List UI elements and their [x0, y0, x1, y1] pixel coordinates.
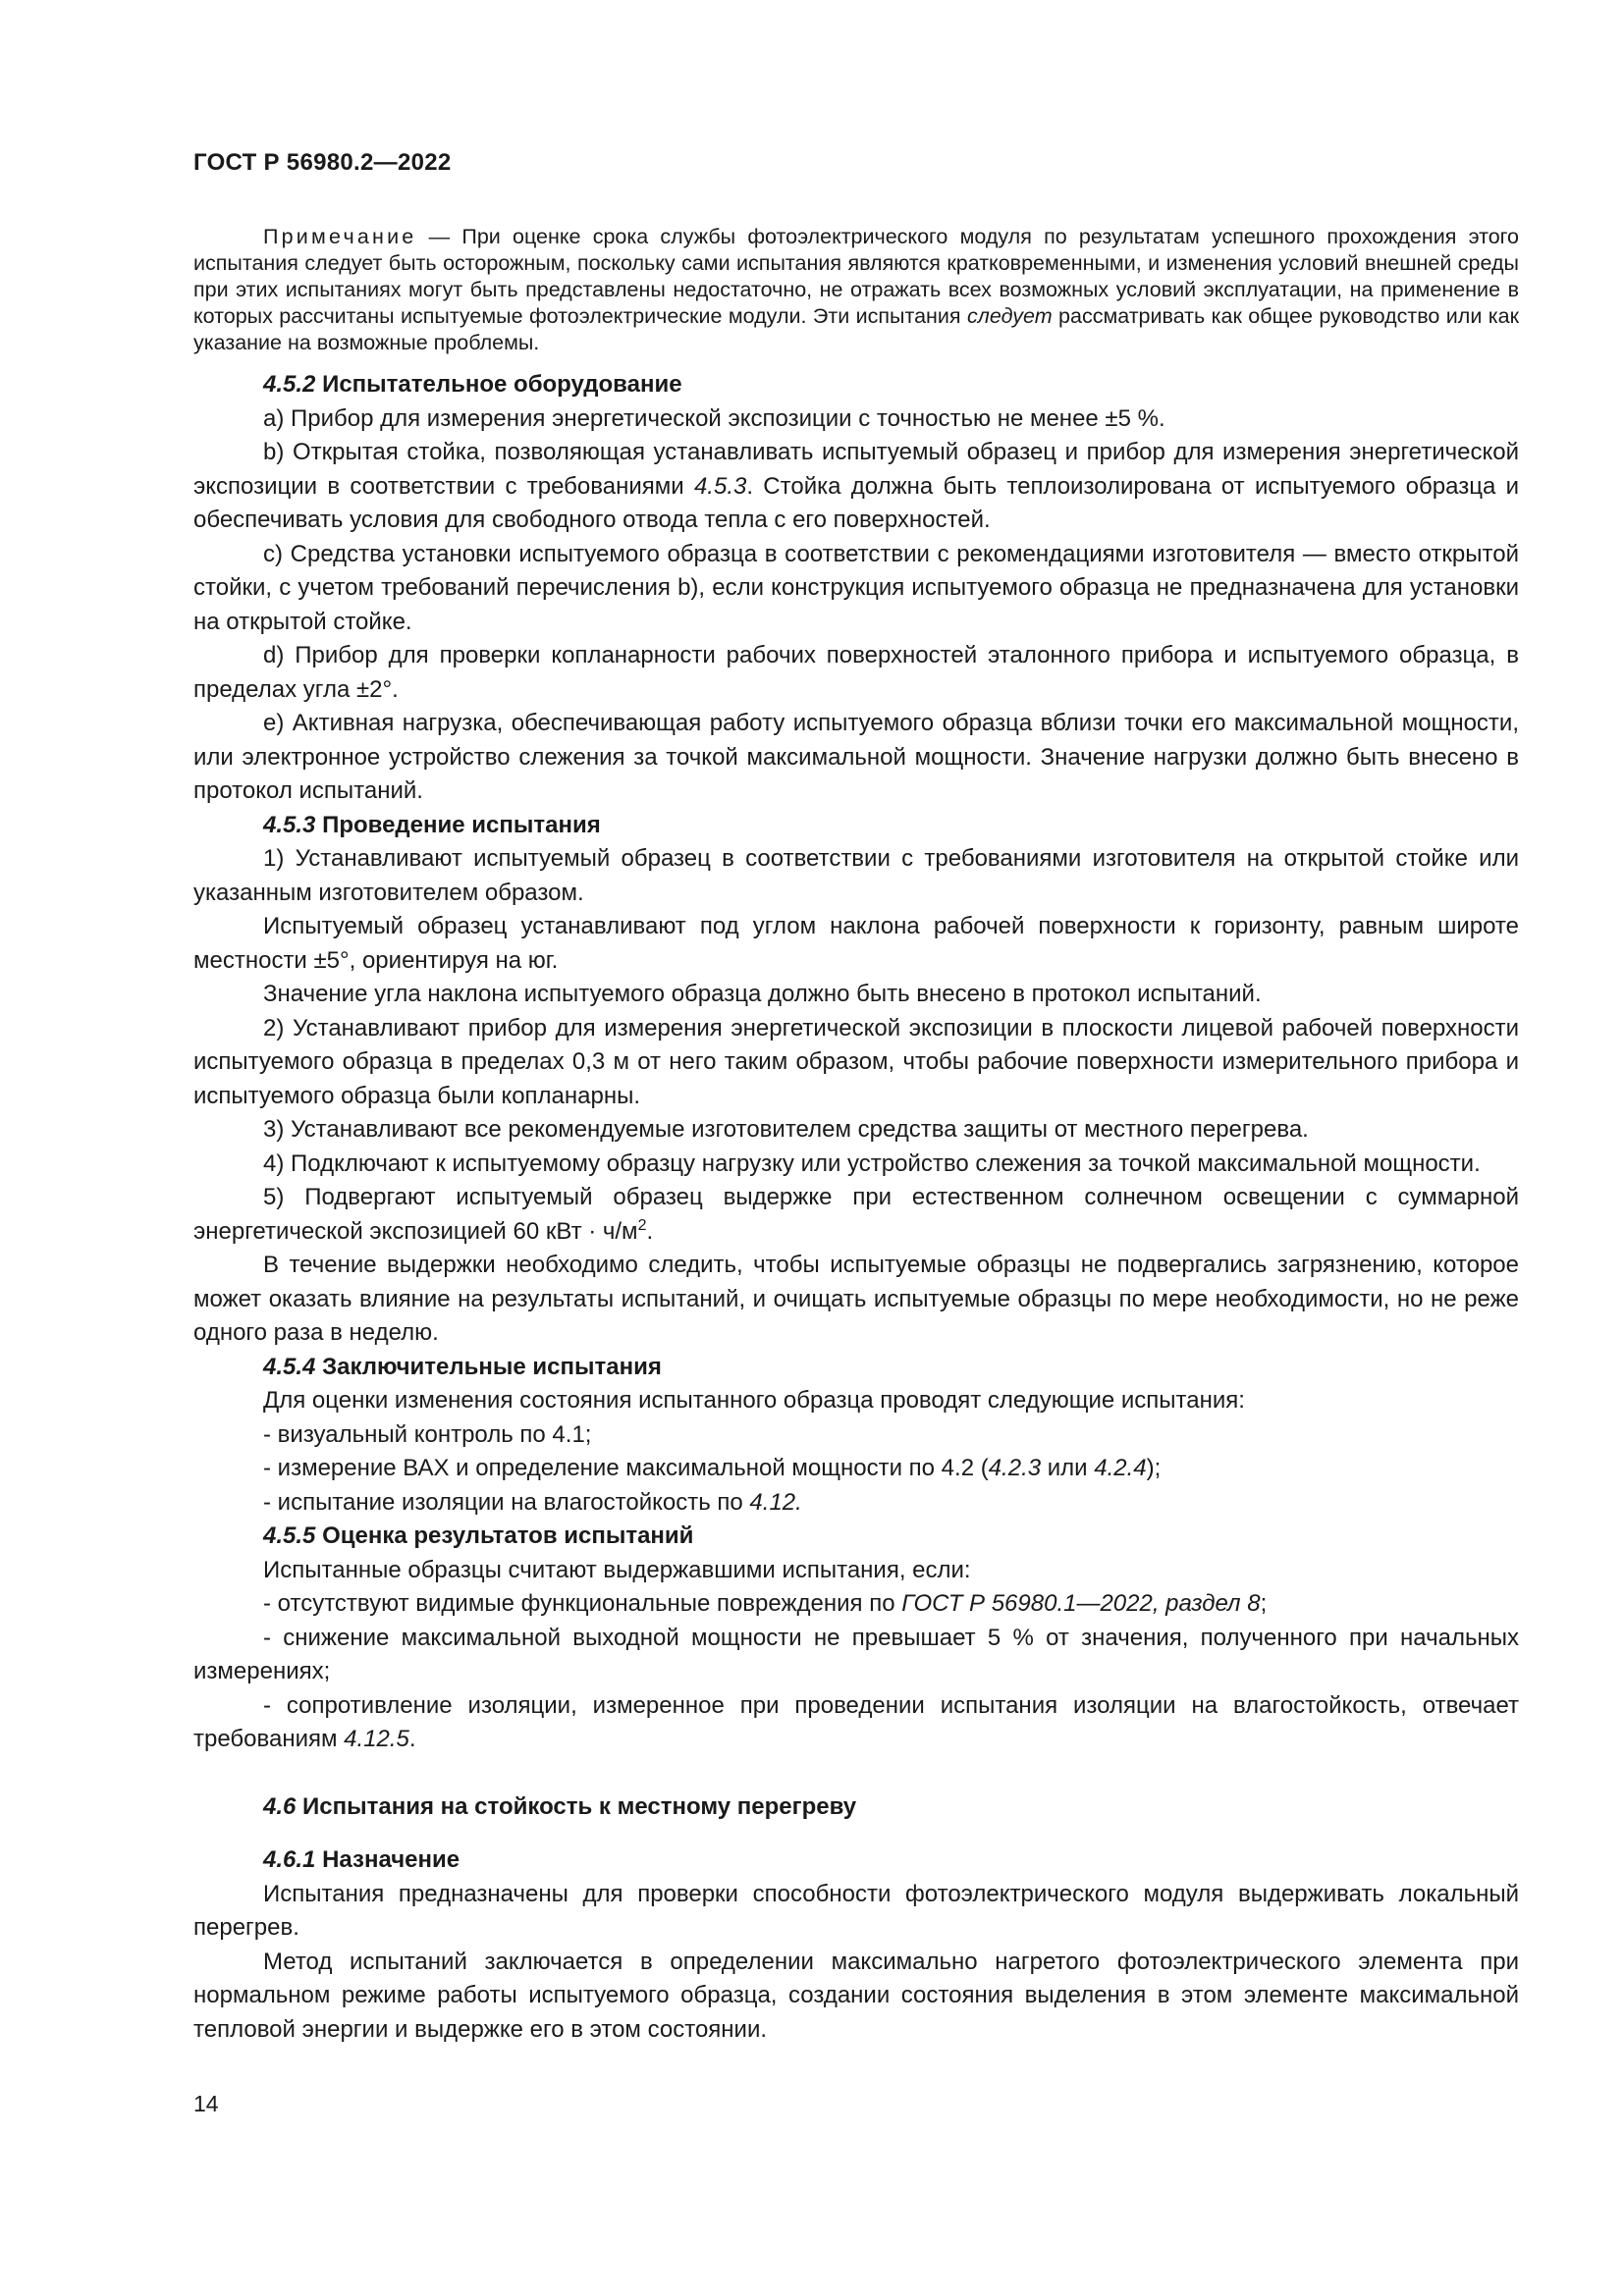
paragraph: Значение угла наклона испытуемого образца должно быть внесено в протокол испытаний. [263, 981, 1262, 1007]
text: 5) Подвергают испытуемый образец выдержке при естественном солнечном освещении с суммарной энергетической экспозицией 60 кВт · ч/м [193, 1184, 1519, 1245]
paragraph: Испытания предназначены для проверки способности фотоэлектрического модуля выдерживать локальный перегрев. [193, 1880, 1519, 1941]
paragraph: 4) Подключают к испытуемому образцу нагрузку или устройство слежения за точкой максимальной мощности. [263, 1149, 1481, 1177]
page-number: 14 [193, 2091, 219, 2116]
note-emphasis: следует [967, 304, 1053, 328]
paragraph: 2) Устанавливают прибор для измерения энергетической экспозиции в плоскости лицевой рабочей поверхности испытуемого образца в пределах 0,3 м от него таким образом, чтобы рабочие поверхности измерительного прибора и испытуемого образца были копланарны. [193, 1014, 1519, 1109]
cross-reference: 4.12.5 [344, 1726, 409, 1752]
section-number: 4.5.2 [263, 371, 316, 398]
paragraph [193, 436, 1519, 538]
section-number: 4.6 [263, 1792, 297, 1820]
section-number: 4.6.1 [263, 1846, 316, 1873]
superscript: 2 [637, 1216, 647, 1234]
note-paragraph [193, 224, 1519, 356]
section-heading-4-5-5 [193, 1520, 1519, 1554]
text: - сопротивление изоляции, измеренное при проведении испытания изоляции на влагостойкость, отвечает требованиям [193, 1691, 1519, 1752]
text: . [408, 1726, 416, 1752]
list-item [193, 1486, 1519, 1521]
list-item: - снижение максимальной выходной мощности не превышает 5 % от значения, полученного при начальных измерениях; [193, 1624, 1519, 1684]
paragraph: 1) Устанавливают испытуемый образец в соответствии с требованиями изготовителя на открытой стойке или указанным изготовителем образом. [193, 845, 1519, 906]
text: . [646, 1217, 654, 1245]
document-header: ГОСТ Р 56980.2—2022 [193, 149, 452, 176]
paragraph: В течение выдержки необходимо следить, чтобы испытуемые образцы не подвергались загрязнению, которое может оказать влияние на результаты испытаний, и очищать испытуемые образцы по мере необходимости, но не реже одного раза в неделю. [193, 1252, 1519, 1346]
section-title: Заключительные испытания [322, 1353, 662, 1380]
text: b) Открытая стойка, позволяющая устанавливать испытуемый образец и прибор для измерения энергетической экспозиции в соответствии с требованиями [193, 439, 1519, 500]
list-item [193, 1452, 1519, 1486]
section-heading-4-5-4 [193, 1351, 1519, 1385]
section-title: Назначение [322, 1846, 460, 1873]
section-heading-4-6 [193, 1790, 1519, 1825]
cross-reference: 4.12. [749, 1488, 802, 1516]
paragraph: Испытуемый образец устанавливают под углом наклона рабочей поверхности к горизонту, равным широте местности ±5°, ориентируя на юг. [193, 913, 1519, 974]
list-item [193, 1587, 1519, 1622]
cross-reference: ГОСТ Р 56980.1—2022, раздел 8 [901, 1590, 1261, 1617]
section-title: Оценка результатов испытаний [322, 1522, 694, 1549]
page-content [193, 224, 1519, 2047]
section-number: 4.5.3 [263, 811, 316, 838]
text: - отсутствуют видимые функциональные повреждения по [263, 1590, 902, 1617]
cross-reference: 4.5.3 [693, 472, 747, 500]
text: ); [1146, 1455, 1162, 1481]
paragraph: d) Прибор для проверки копланарности рабочих поверхностей эталонного прибора и испытуемого образца, в пределах угла ±2°. [193, 642, 1519, 703]
text: или [1041, 1455, 1095, 1481]
text: . Стойка должна быть теплоизолирована от испытуемого образца и обеспечивать условия для свободного отвода тепла с его поверхностей. [193, 472, 1519, 533]
paragraph [193, 1181, 1519, 1249]
text: - измерение ВАХ и определение максимальной мощности по 4.2 ( [263, 1455, 989, 1481]
text: - испытание изоляции на влагостойкость по [263, 1488, 750, 1516]
cross-reference: 4.2.3 [988, 1455, 1042, 1481]
paragraph: а) Прибор для измерения энергетической экспозиции с точностью не менее ±5 %. [263, 404, 1165, 432]
section-title: Испытания на стойкость к местному перегреву [302, 1792, 857, 1820]
note-text: — При оценке срока службы фотоэлектрического модуля по результатам успешного прохождения этого испытания следует быть осторожным, поскольку сами испытания являются кратковременными, и изменения условий внешней среды при этих испытаниях могут быть представлены недостаточно, не отражать всех возможных условий эксплуатации, на применение в которых рассчитаны испытуемые фотоэлектрические модули. Эти испытания [193, 225, 1519, 328]
section-number: 4.5.4 [263, 1353, 316, 1380]
list-item [193, 1689, 1519, 1757]
list-item: - визуальный контроль по 4.1; [263, 1420, 592, 1448]
note-text-end: рассматривать как общее руководство или как указание на возможные проблемы. [193, 304, 1520, 354]
paragraph: е) Активная нагрузка, обеспечивающая работу испытуемого образца вблизи точки его максимальной мощности, или электронное устройство слежения за точкой максимальной мощности. Значение нагрузки должно быть внесено в протокол испытаний. [193, 710, 1519, 804]
paragraph: Испытанные образцы считают выдержавшими испытания, если: [263, 1556, 971, 1583]
section-title: Проведение испытания [322, 811, 601, 838]
section-number: 4.5.5 [263, 1522, 316, 1549]
paragraph: Метод испытаний заключается в определении максимально нагретого фотоэлектрического элемента при нормальном режиме работы испытуемого образца, создании состояния выделения в этом элементе максимальной тепловой энергии и выдержке его в этом состоянии. [193, 1948, 1519, 2043]
section-heading-4-5-2 [193, 368, 1519, 402]
text: ; [1260, 1590, 1268, 1617]
paragraph: Для оценки изменения состояния испытанного образца проводят следующие испытания: [263, 1387, 1245, 1414]
paragraph: 3) Устанавливают все рекомендуемые изготовителем средства защиты от местного перегрева. [263, 1116, 1309, 1143]
paragraph: с) Средства установки испытуемого образца в соответствии с рекомендациями изготовителя — вместо открытой стойки, с учетом требований перечисления b), если конструкция испытуемого образца не предназначена для установки на открытой стойке. [193, 540, 1519, 635]
section-title: Испытательное оборудование [322, 371, 682, 398]
note-label: Примечание [263, 225, 417, 248]
section-heading-4-5-3 [193, 809, 1519, 843]
cross-reference: 4.2.4 [1094, 1455, 1147, 1481]
section-heading-4-6-1 [193, 1843, 1519, 1878]
